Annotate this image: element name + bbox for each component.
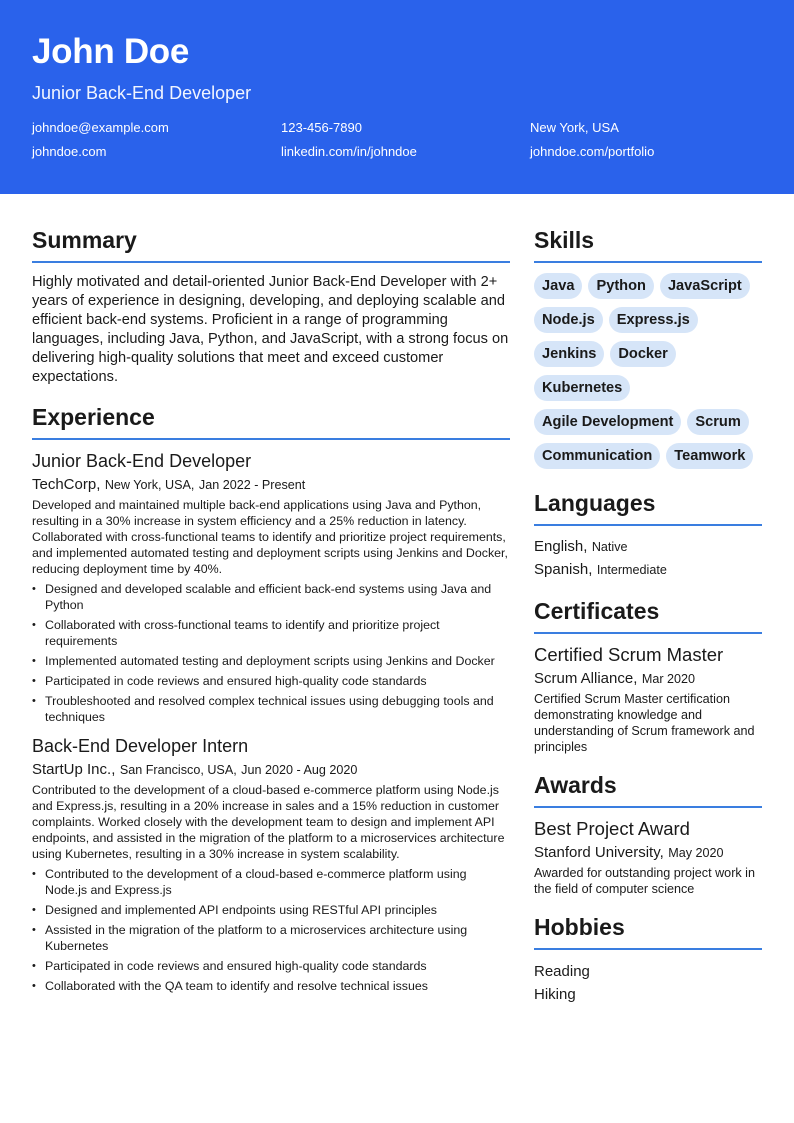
job-bullets — [32, 581, 510, 725]
language-level: Intermediate — [596, 563, 667, 577]
skill-chip: Java — [534, 273, 582, 299]
contact-portfolio[interactable]: johndoe.com/portfolio — [530, 144, 655, 159]
skills-list — [534, 273, 762, 469]
side-column — [534, 226, 762, 1022]
contact-info — [32, 119, 762, 161]
certificate-issuer: Scrum Alliance, — [534, 670, 638, 687]
certificate-date: Mar 2020 — [641, 672, 696, 686]
hobbies-section — [534, 913, 762, 1006]
skill-chip: Agile Development — [534, 409, 681, 435]
awards-heading: Awards — [534, 771, 762, 808]
list-item: • Assisted in the migration of the platform to a microservices architecture using Kubernetes — [32, 922, 510, 954]
resume-header — [0, 0, 794, 194]
award-title: Best Project Award — [534, 818, 690, 839]
job-description: Developed and maintained multiple back-end applications using Java and Python, resulting in a 30% increase in system efficiency and a 25% reduction in latency. Collaborated with cross-functional teams to identify and prioritize project requirements, and implemented automated testing and deployment scripts using Jenkins and Docker, reducing deployment time by 40%. — [32, 498, 508, 576]
skill-chip: Communication — [534, 443, 660, 469]
job-description: Contributed to the development of a cloud-based e-commerce platform using Node.js and Express.js, resulting in a 20% increase in sales and a 15% reduction in customer complaints. Worked closely with the development team to design and implement API endpoints, and assisted in the migration of the platform to a microservices architecture using Kubernetes, resulting in a 30% increase in system scalability. — [32, 783, 505, 861]
skills-section — [534, 226, 762, 469]
award-date: May 2020 — [668, 846, 724, 860]
skill-chip: Teamwork — [666, 443, 753, 469]
list-item: • Participated in code reviews and ensured high-quality code standards — [32, 958, 510, 974]
skill-chip: Express.js — [609, 307, 698, 333]
skill-chip: Kubernetes — [534, 375, 630, 401]
contact-linkedin[interactable]: linkedin.com/in/johndoe — [281, 144, 417, 159]
job-meta — [32, 760, 510, 780]
skill-chip: Scrum — [687, 409, 748, 435]
certificates-section — [534, 597, 762, 755]
job-company: StartUp Inc., — [32, 761, 116, 778]
list-item: • Designed and developed scalable and efficient back-end systems using Java and Python — [32, 581, 510, 613]
certificate-description: Certified Scrum Master certification demonstrating knowledge and understanding of Scrum framework and principles — [534, 692, 755, 754]
contact-email[interactable]: johndoe@example.com — [32, 120, 169, 135]
language-name: English, — [534, 538, 588, 555]
candidate-title: Junior Back-End Developer — [32, 83, 252, 103]
job-dates: Jun 2020 - Aug 2020 — [241, 763, 358, 777]
languages-heading: Languages — [534, 489, 762, 526]
job-meta — [32, 475, 510, 495]
contact-website[interactable]: johndoe.com — [32, 144, 107, 159]
award-description: Awarded for outstanding project work in the field of computer science — [534, 866, 755, 896]
main-column — [32, 226, 510, 998]
skill-chip: Docker — [610, 341, 675, 367]
list-item: • Contributed to the development of a cloud-based e-commerce platform using Node.js and Express.js — [32, 866, 510, 898]
job-location: San Francisco, USA, — [119, 763, 237, 777]
job-location: New York, USA, — [104, 478, 195, 492]
job-title: Back-End Developer Intern — [32, 736, 249, 756]
job-entry — [32, 450, 510, 725]
summary-text: Highly motivated and detail-oriented Junior Back-End Developer with 2+ years of experience in designing, developing, and deploying scalable and efficient back-end systems. Proficient in a range of programming languages, including Java, Python, and JavaScript, with a strong focus on delivering high-quality solutions that meet and exceed customer expectations. — [32, 274, 509, 385]
hobby-item: Reading — [534, 963, 590, 980]
summary-section — [32, 226, 510, 387]
hobby-item: Hiking — [534, 986, 576, 1003]
certificate-meta — [534, 669, 762, 689]
certificates-heading: Certificates — [534, 597, 762, 634]
job-entry — [32, 735, 510, 994]
list-item: • Participated in code reviews and ensured high-quality code standards — [32, 673, 510, 689]
list-item: • Collaborated with cross-functional teams to identify and prioritize project requirements — [32, 617, 510, 649]
contact-phone[interactable]: 123-456-7890 — [281, 120, 362, 135]
award-issuer: Stanford University, — [534, 844, 664, 861]
list-item: • Implemented automated testing and deployment scripts using Jenkins and Docker — [32, 653, 510, 669]
job-bullets — [32, 866, 510, 994]
awards-section — [534, 771, 762, 897]
job-company: TechCorp, — [32, 476, 101, 493]
language-item — [534, 559, 762, 581]
language-name: Spanish, — [534, 561, 593, 578]
list-item: • Designed and implemented API endpoints using RESTful API principles — [32, 902, 510, 918]
skill-chip: Python — [588, 273, 653, 299]
skill-chip: JavaScript — [660, 273, 750, 299]
award-meta — [534, 843, 762, 863]
contact-location: New York, USA — [530, 120, 619, 135]
experience-heading: Experience — [32, 403, 510, 440]
hobbies-heading: Hobbies — [534, 913, 762, 950]
experience-section — [32, 403, 510, 994]
languages-section — [534, 489, 762, 581]
skills-heading: Skills — [534, 226, 762, 263]
list-item: • Collaborated with the QA team to identify and resolve technical issues — [32, 978, 510, 994]
summary-heading: Summary — [32, 226, 510, 263]
skill-chip: Jenkins — [534, 341, 604, 367]
list-item: • Troubleshooted and resolved complex technical issues using debugging tools and techniques — [32, 693, 510, 725]
certificate-title: Certified Scrum Master — [534, 644, 724, 665]
skill-chip: Node.js — [534, 307, 603, 333]
job-title: Junior Back-End Developer — [32, 451, 252, 471]
candidate-name: John Doe — [32, 32, 190, 71]
job-dates: Jan 2022 - Present — [198, 478, 306, 492]
language-item — [534, 536, 762, 558]
language-level: Native — [591, 540, 628, 554]
